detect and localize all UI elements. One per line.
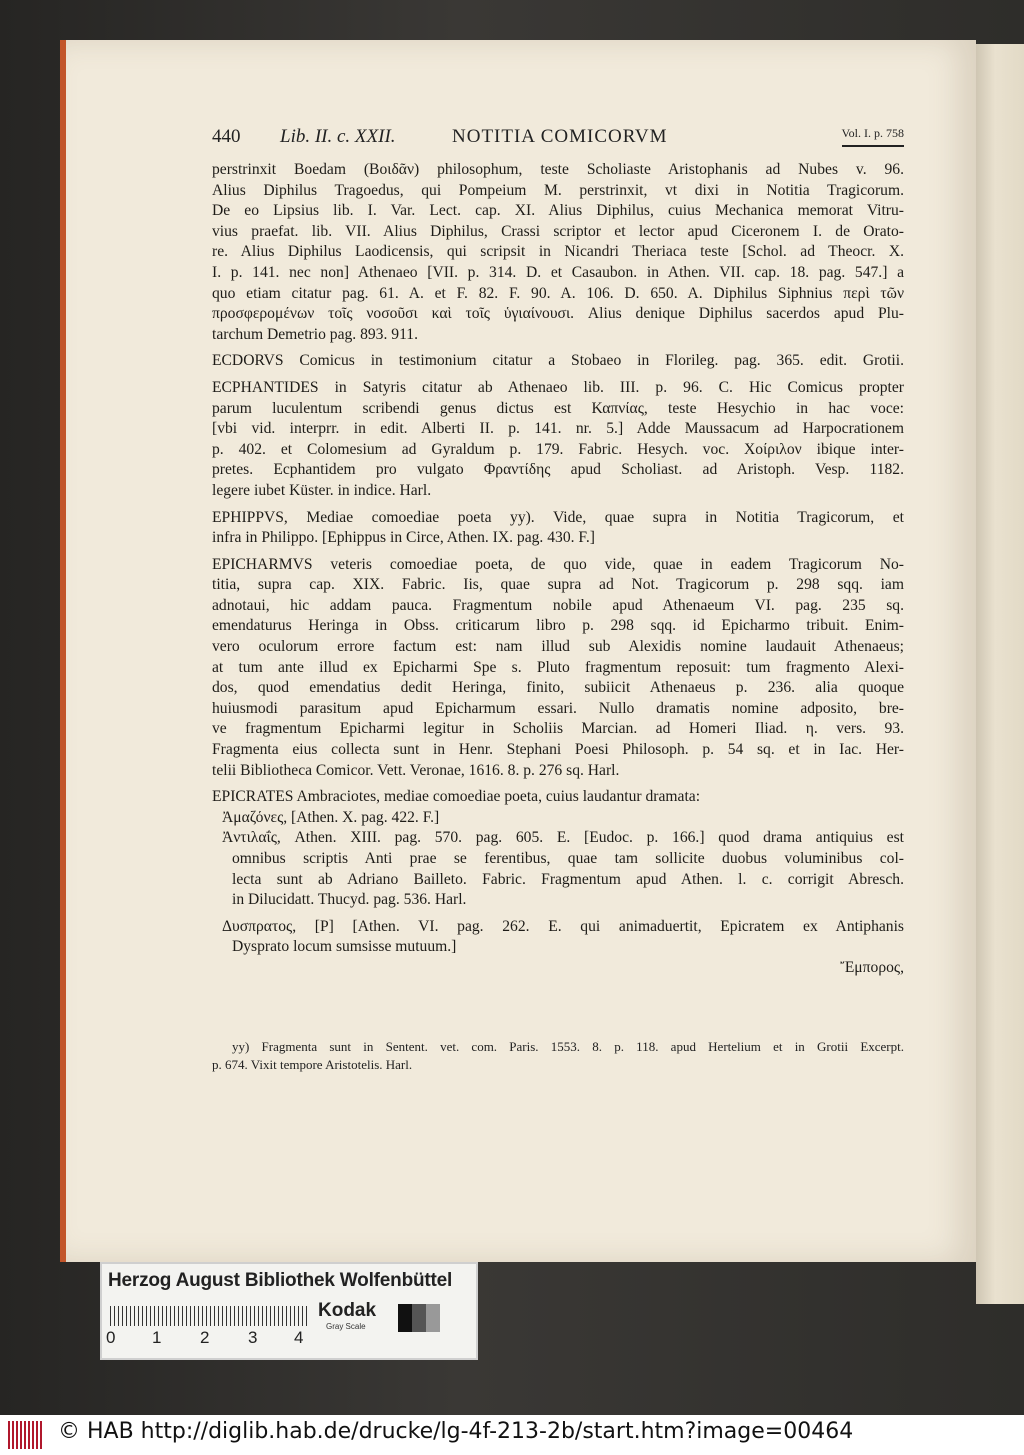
text-line: προσφερομένων τοῖς νοσοῦσι καὶ τοῖς ὑγιαίνουσι. Alius denique Diphilus sacerdos apud Plu- (212, 305, 904, 323)
entry-epicrates (212, 787, 904, 978)
entry-line: EPICHARMVS veteris comoediae poeta, de quo vide, quae in eadem Tragicorum No- (212, 555, 904, 573)
ruler-number: 3 (248, 1328, 258, 1347)
page-number: 440 (212, 126, 241, 147)
entry-line: infra in Philippo. [Ephippus in Circe, Athen. IX. pag. 430. F.] (212, 529, 595, 547)
text-line: De eo Lipsius lib. I. Var. Lect. cap. XI. Alius Diphilus, cuius Mechanica memorat Vitru- (212, 202, 904, 220)
ruler-scale (110, 1306, 310, 1326)
text-line: re. Alius Diphilus Laodicensis, qui scripsit in Nicandri Theriaca teste [Schol. ad Theocr. X. (212, 243, 904, 261)
entry-line: telii Bibliotheca Comicor. Vett. Veronae, 1616. 8. p. 276 sq. Harl. (212, 761, 620, 779)
entry-line: adnotaui, hic addam pauca. Fragmentum nobile apud Athenaeum VI. pag. 235 sq. (212, 596, 904, 614)
gray-swatch (412, 1304, 426, 1332)
entry-line: Dysprato locum sumsisse mutuum.] (232, 938, 457, 956)
entry-line: EPHIPPVS, Mediae comoediae poeta yy). Vide, quae supra in Notitia Tragicorum, et (212, 508, 904, 526)
entry-ephippus (212, 508, 904, 549)
copyright-url[interactable]: © HAB http://diglib.hab.de/drucke/lg-4f-213-2b/start.htm?image=00464 (58, 1419, 854, 1444)
entry-line: Ἀμαζόνες, [Athen. X. pag. 422. F.] (222, 808, 440, 826)
entry-line: ve fragmentum Epicharmi legitur in Scholiis Marcian. ad Homeri Iliad. η. vers. 93. (212, 720, 904, 738)
entry-line: vero oculorum errore factum est: nam illud sub Alexidis nomine laudauit Athenaeus; (212, 638, 904, 656)
entry-line: in Dilucidatt. Thucyd. pag. 536. Harl. (232, 891, 467, 909)
entry-line: ECPHANTIDES in Satyris citatur ab Athenaeo lib. III. p. 96. C. Hic Comicus propter (212, 378, 904, 396)
footnote (212, 1038, 904, 1074)
entry-line: emendaturus Heringa in Obss. criticarum libro p. 298 sqq. id Epicharmo tribuit. Enim- (212, 617, 904, 635)
adjacent-page-edge (976, 44, 1024, 1304)
entry-line: EPICRATES Ambraciotes, mediae comoediae poeta, cuius laudantur dramata: (212, 788, 701, 806)
text-line: Alius Diphilus Tragoedus, qui Pompeium M. perstrinxit, vt dixi in Notitia Tragicorum. (212, 181, 904, 199)
entry-line: Fragmenta eius collecta sunt in Henr. Stephani Poesi Philosoph. p. 54 sq. et in Iac. Her- (212, 741, 904, 759)
entry-ecdorus (212, 351, 904, 372)
entry-line: ECDORVS Comicus in testimonium citatur a Stobaeo in Florileg. pag. 365. edit. Grotii. (212, 352, 904, 370)
color-reference-card (100, 1262, 478, 1360)
ruler-number: 0 (106, 1328, 116, 1347)
entry-line: titia, supra cap. XIX. Fabric. Iis, quae supra ad Not. Tragicorum p. 298 sqq. iam (212, 576, 904, 594)
text-line: quo etiam citatur pag. 61. A. et F. 82. F. 90. A. 106. D. 650. A. Diphilus Siphnius περὶ τῶν (212, 284, 904, 302)
gray-swatch (398, 1304, 412, 1332)
entry-line: Ἀντιλαΐς, Athen. XIII. pag. 570. pag. 605. E. [Eudoc. p. 166.] quod drama antiquius est (222, 829, 904, 847)
running-head (212, 126, 904, 152)
ruler-number: 4 (294, 1328, 304, 1347)
text-line: I. p. 141. nec non] Athenaeo [VII. p. 314. D. et Casaubon. in Athen. VII. cap. 18. pag. 547.] a (212, 263, 904, 281)
gray-swatch (426, 1304, 440, 1332)
ruler-number: 2 (200, 1328, 210, 1347)
footnote-line: p. 674. Vixit tempore Aristotelis. Harl. (212, 1057, 413, 1072)
text-line: perstrinxit Boedam (Βοιδᾶν) philosophum, teste Scholiaste Aristophanis ad Nubes v. 96. (212, 161, 904, 178)
volume-reference: Vol. I. p. 758 (841, 126, 904, 140)
entry-line: legere iubet Küster. in indice. Harl. (212, 481, 432, 499)
ruler-number: 1 (152, 1328, 162, 1347)
entry-ecphantides (212, 378, 904, 502)
gray-scale-label: Gray Scale (326, 1322, 366, 1331)
footnote-line: yy) Fragmenta sunt in Sentent. vet. com. Paris. 1553. 8. p. 118. apud Hertelium et in Grotii Excerpt. (232, 1039, 904, 1054)
page-title: NOTITIA COMICORVM (452, 126, 668, 147)
entry-line: omnibus scriptis Anti prae se ferentibus, quae tam sollicite duobus voluminibus col- (232, 850, 904, 867)
entry-line: parum luculentum scribendi genus dictus est Καπνίας, teste Hesychio in hac voce: (212, 399, 904, 417)
footer-bar (0, 1415, 1024, 1455)
entry-line: Δυσπρατος, [P] [Athen. VI. pag. 262. E. qui animaduertit, Epicratem ex Antiphanis (222, 917, 904, 935)
library-name: Herzog August Bibliothek Wolfenbüttel (108, 1270, 453, 1291)
kodak-logo: Kodak (318, 1300, 377, 1321)
entry-line: huiusmodi parasitum apud Epicharmum essari. Nullo dramatis nomine adposito, bre- (212, 699, 904, 717)
text-line: tarchum Demetrio pag. 893. 911. (212, 325, 418, 343)
entry-line: p. 402. et Colomesium ad Gyraldum p. 179. Fabric. Hesych. voc. Χοίριλον ibique inter- (212, 440, 904, 458)
barcode-icon (8, 1421, 44, 1449)
catchword: Ἔμπορος, (840, 958, 904, 976)
book-chapter: Lib. II. c. XXII. (280, 126, 396, 147)
body-text (212, 160, 904, 979)
text-line: vius praefat. lib. VII. Alius Diphilus, Crassi scriptor et lector apud Ciceronem I. de Orato- (212, 222, 904, 240)
entry-line: dos, quod emendatius dedit Heringa, finito, subiicit Athenaeus p. 236. alia quoque (212, 679, 904, 697)
entry-line: pretes. Ecphantidem pro vulgato Φραντίδης apud Scholiast. ad Aristoph. Vesp. 1182. (212, 461, 904, 479)
entry-epicharmus (212, 555, 904, 782)
entry-line: lecta sunt ab Adriano Bailleto. Fabric. Fragmentum apud Athen. l. c. corrigit Abresch. (232, 870, 904, 888)
entry-line: [vbi vid. interprr. in edit. Alberti II. p. 141. nr. 5.] Adde Maussacum ad Harpocrationem (212, 420, 904, 438)
entry-line: at tum ante illud ex Epicharmi Spe s. Pluto fragmentum reposuit: tum fragmento Alexi- (212, 658, 904, 676)
